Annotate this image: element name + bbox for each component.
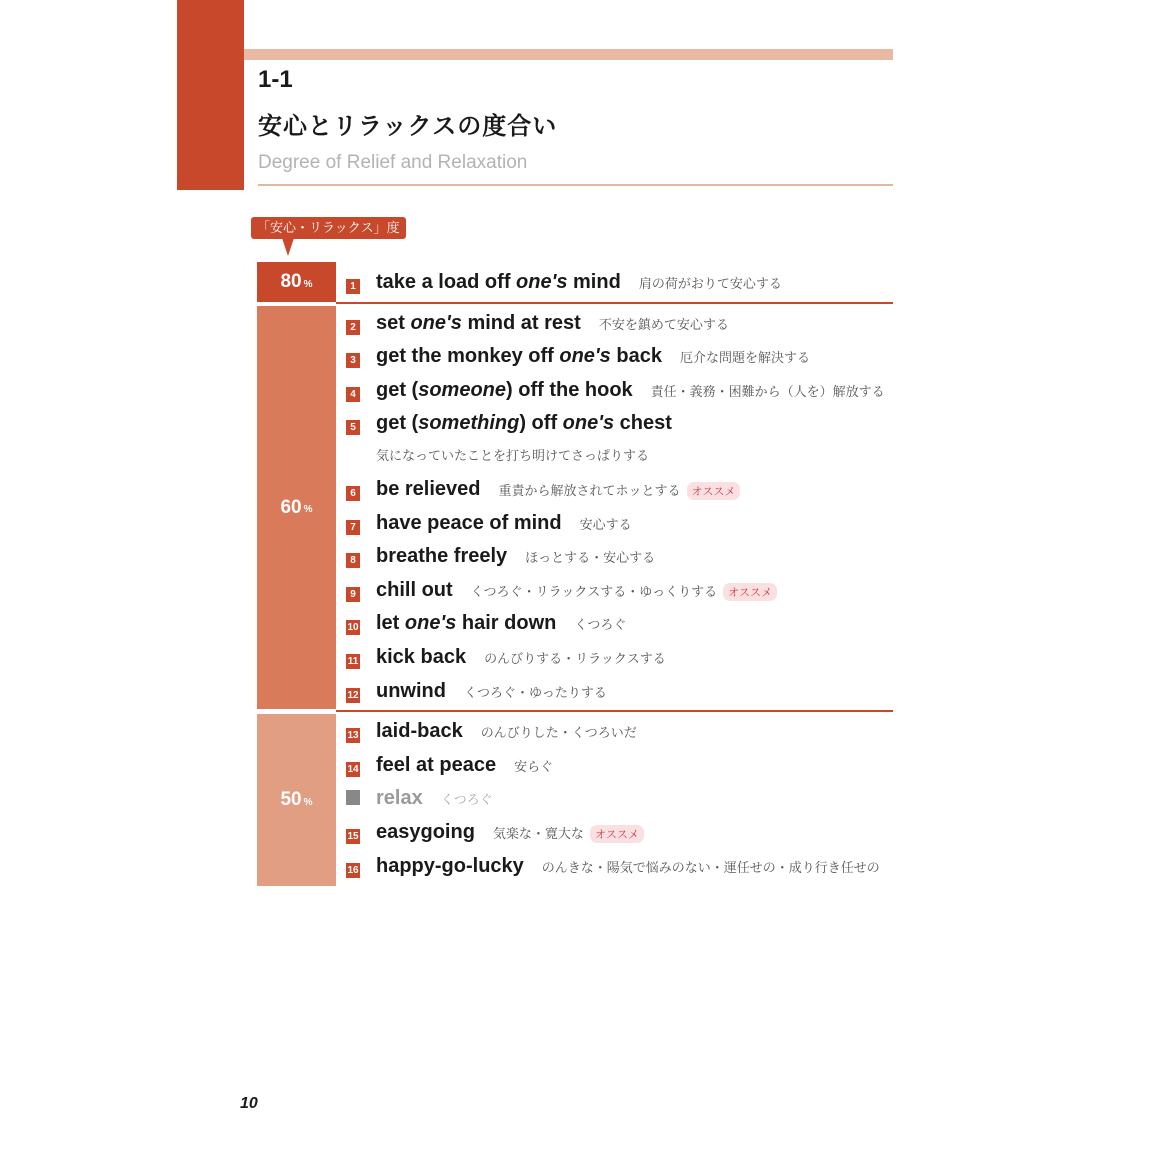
header-band: [244, 49, 893, 60]
entry-15: 15 easygoing 気楽な・寛大な オススメ: [346, 821, 644, 844]
entry-4: 4 get (someone) off the hook 責任・義務・困難から（人を）解放する: [346, 379, 885, 402]
entry-10: 10 let one's hair down くつろぐ: [347, 612, 627, 634]
page-number: 10: [240, 1095, 258, 1112]
entry-5: 5 get (something) off one's chest: [346, 412, 672, 435]
scale-pointer: [282, 238, 294, 256]
recommended-badge: オススメ: [687, 482, 741, 500]
entry-5-gloss: 気になっていたことを打ち明けてさっぱりする: [376, 448, 650, 463]
level-60: 60 %: [257, 306, 336, 709]
scale-label: 「安心・リラックス」度: [251, 217, 406, 239]
entry-3: 3 get the monkey off one's back 厄介な問題を解決する: [346, 345, 810, 368]
recommended-badge: オススメ: [723, 583, 777, 601]
title-divider: [258, 184, 893, 186]
group-divider-80: [336, 302, 893, 304]
entry-6: 6 be relieved 重責から解放されてホッとする オススメ: [346, 478, 740, 501]
section-title-jp: 安心とリラックスの度合い: [258, 113, 558, 140]
chapter-side-block: [177, 0, 244, 190]
entry-13: 13 laid-back のんびりした・くつろいだ: [347, 720, 637, 742]
entry-9: 9 chill out くつろぐ・リラックスする・ゆっくりする オススメ: [346, 579, 777, 602]
entry-7: 7 have peace of mind 安心する: [346, 512, 632, 535]
level-50: 50 %: [257, 714, 336, 886]
entry-12: 12 unwind くつろぐ・ゆったりする: [347, 680, 607, 702]
entry-1: 1 take a load off one's mind 肩の荷がおりて安心する: [346, 271, 782, 294]
entry-relax: relax くつろぐ: [346, 787, 493, 810]
entry-2: 2 set one's mind at rest 不安を鎮めて安心する: [346, 312, 729, 335]
entry-16: 16 happy-go-lucky のんきな・陽気で悩みのない・運任せの・成り行き任せの: [347, 855, 880, 877]
section-number: 1-1: [258, 66, 293, 93]
entry-11: 11 kick back のんびりする・リラックスする: [347, 646, 666, 668]
recommended-badge: オススメ: [590, 825, 644, 843]
entry-8: 8 breathe freely ほっとする・安心する: [346, 545, 655, 568]
group-divider-60: [336, 710, 893, 712]
section-title-en: Degree of Relief and Relaxation: [258, 152, 528, 173]
level-80: 80 %: [257, 262, 336, 302]
entry-14: 14 feel at peace 安らぐ: [347, 754, 554, 776]
